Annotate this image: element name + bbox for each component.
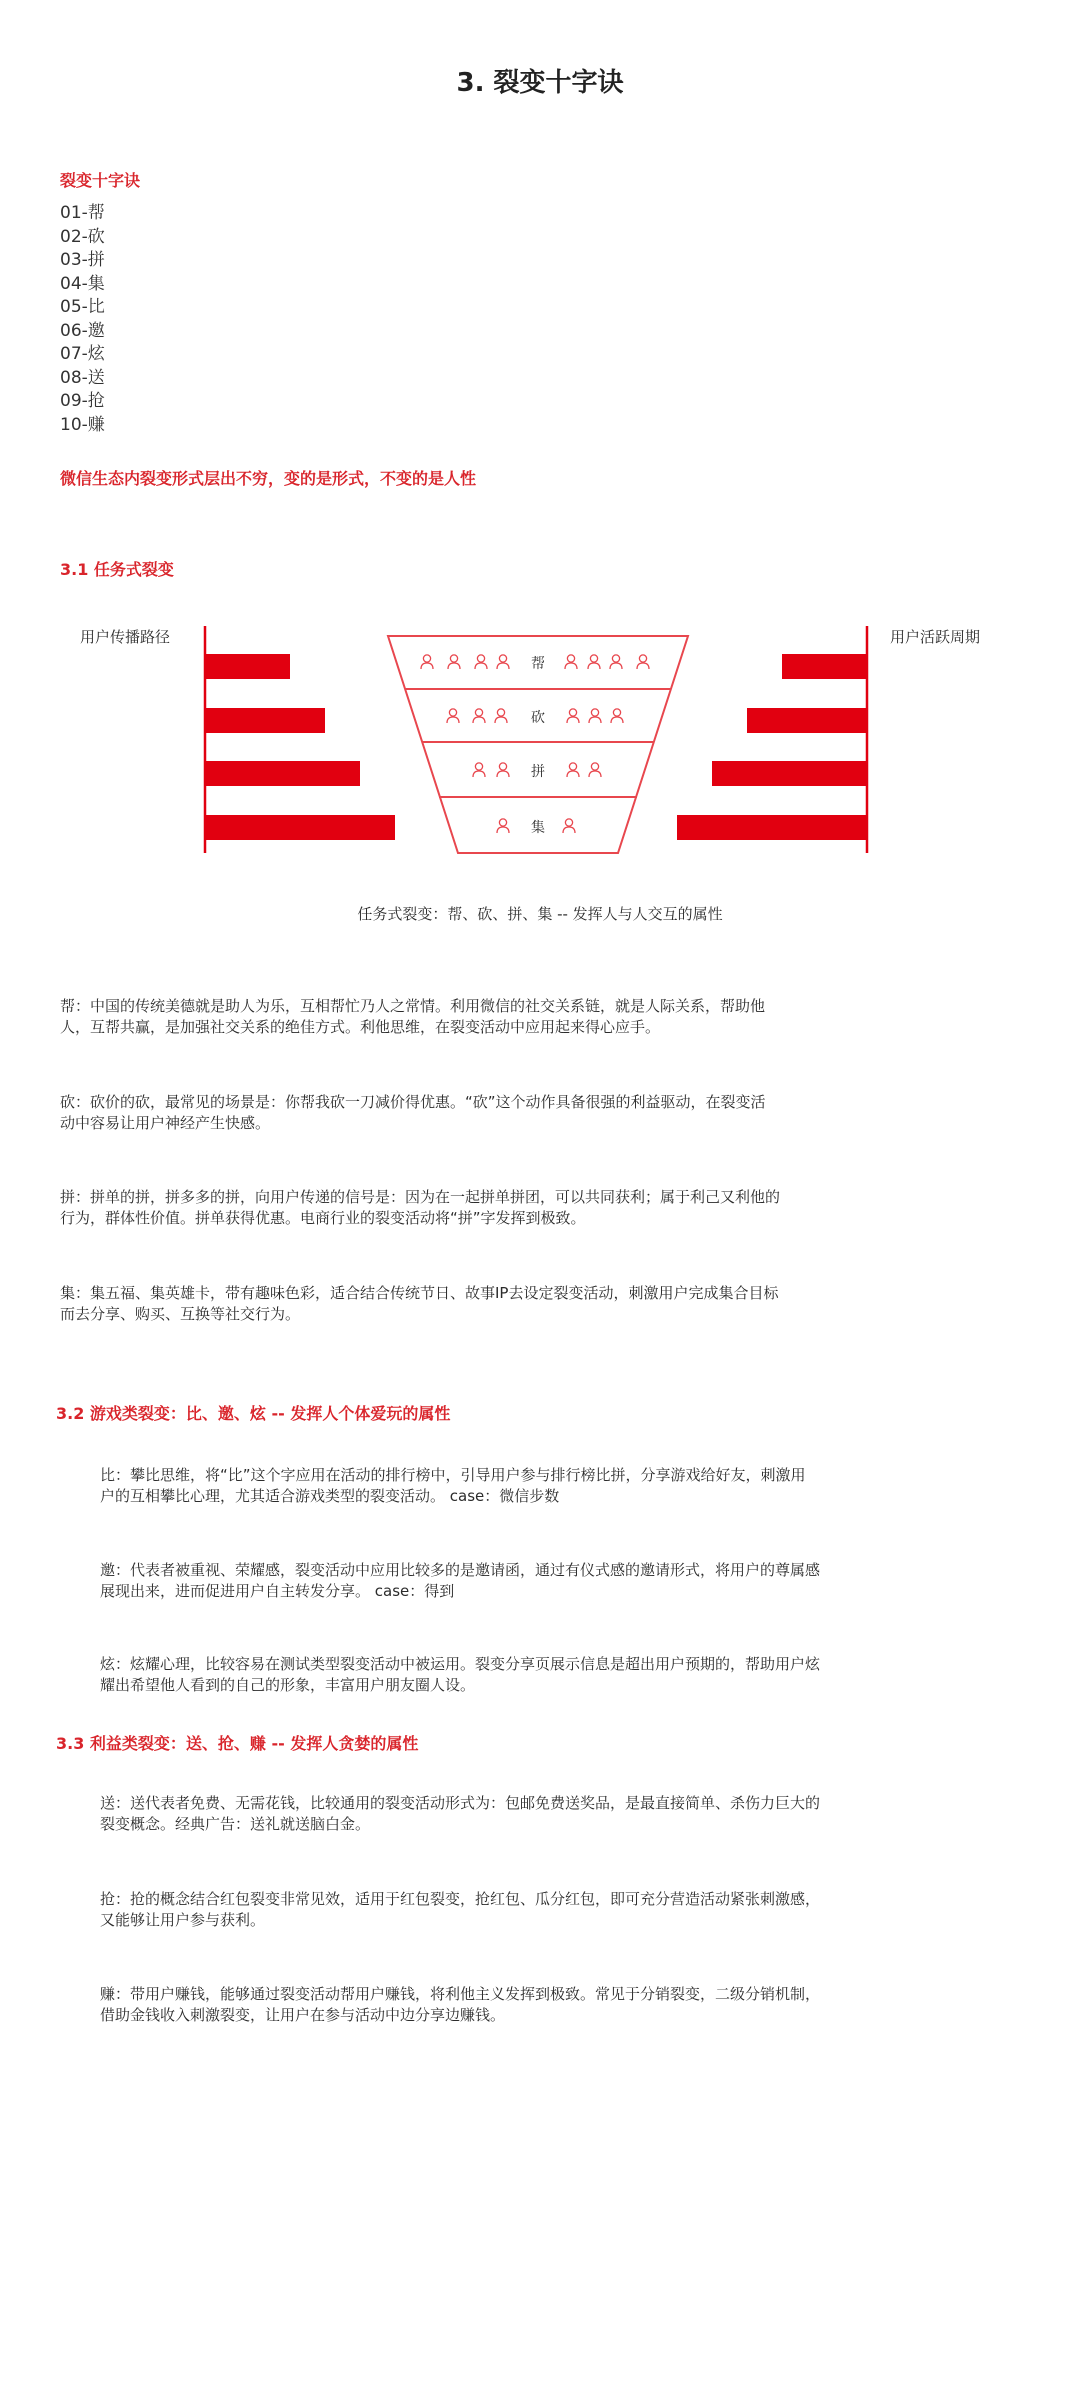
paragraph-zhuan: 赚：带用户赚钱，能够通过裂变活动帮用户赚钱，将利他主义发挥到极致。常见于分销裂变，二级分销机制， 借助金钱收入刺激裂变，让用户在参与活动中边分享边赚钱。 (100, 1985, 821, 2024)
page-title: 3. 裂变十字诀 (456, 68, 624, 98)
person-icon (497, 763, 509, 777)
section-3-2-heading: 3.2 游戏类裂变：比、邀、炫 -- 发挥人个体爱玩的属性 (56, 1404, 451, 1423)
right-bar-2 (747, 708, 867, 733)
list-item: 06-邀 (60, 320, 105, 341)
list-item: 08-送 (60, 367, 105, 388)
funnel-word-2: 砍 (531, 710, 545, 726)
paragraph-xuan: 炫：炫耀心理，比较容易在测试类型裂变活动中被运用。裂变分享页展示信息是超出用户预期的，帮助用户炫 耀出希望他人看到的自己的形象，丰富用户朋友圈人设。 (100, 1655, 821, 1694)
person-icon (497, 655, 509, 669)
paragraph-yao: 邀：代表者被重视、荣耀感，裂变活动中应用比较多的是邀请函，通过有仪式感的邀请形式，将用户的尊属感 展现出来，进而促进用户自主转发分享。 case：得到 (100, 1561, 821, 1600)
right-bar-3 (712, 761, 867, 786)
person-icon (448, 655, 460, 669)
ten-words-list (60, 202, 105, 437)
left-axis-label: 用户传播路径 (80, 628, 171, 646)
list-item: 05-比 (60, 297, 105, 317)
paragraph-bi: 比：攀比思维，将“比”这个字应用在活动的排行榜中，引导用户参与排行榜比拼，分享游戏给好友，刺激用 户的互相攀比心理，尤其适合游戏类型的裂变活动。 case：微信步数 (100, 1466, 806, 1505)
person-icon (475, 655, 487, 669)
ten-words-heading: 裂变十字诀 (60, 171, 141, 190)
right-axis-label: 用户活跃周期 (890, 628, 981, 646)
left-bar-1 (205, 654, 290, 679)
right-bar-1 (782, 654, 867, 679)
person-icon (589, 709, 601, 723)
person-icon (495, 709, 507, 723)
left-bar-3 (205, 761, 360, 786)
list-item: 07-炫 (60, 344, 105, 364)
paragraph-bang: 帮：中国的传统美德就是助人为乐，互相帮忙乃人之常情。利用微信的社交关系链，就是人际关系，帮助他 人，互帮共赢，是加强社交关系的绝佳方式。利他思维，在裂变活动中应用起来得心应手。 (60, 997, 766, 1036)
diagram-caption: 任务式裂变：帮、砍、拼、集 -- 发挥人与人交互的属性 (357, 905, 723, 923)
list-item: 01-帮 (60, 203, 105, 223)
list-item: 03-拼 (60, 250, 105, 270)
list-item: 04-集 (60, 273, 105, 294)
ten-words-summary: 微信生态内裂变形式层出不穷，变的是形式，不变的是人性 (60, 469, 477, 488)
paragraph-pin: 拼：拼单的拼，拼多多的拼，向用户传递的信号是：因为在一起拼单拼团，可以共同获利；属于利己又利他的 行为，群体性价值。拼单获得优惠。电商行业的裂变活动将“拼”字发挥到极致。 (60, 1188, 781, 1227)
funnel-word-4: 集 (531, 820, 545, 836)
paragraph-kan: 砍：砍价的砍，最常见的场景是：你帮我砍一刀减价得优惠。“砍”这个动作具备很强的利益驱动，在裂变活 动中容易让用户神经产生快感。 (60, 1093, 766, 1132)
section-3-3-heading: 3.3 利益类裂变：送、抢、赚 -- 发挥人贪婪的属性 (56, 1734, 419, 1753)
person-icon (588, 655, 600, 669)
person-icon (567, 709, 579, 723)
person-icon (473, 763, 485, 777)
person-icon (611, 709, 623, 723)
person-icon (637, 655, 649, 669)
list-item: 02-砍 (60, 226, 105, 247)
paragraph-ji: 集：集五福、集英雄卡，带有趣味色彩，适合结合传统节日、故事IP去设定裂变活动，刺激用户完成集合目标 而去分享、购买、互换等社交行为。 (60, 1284, 779, 1323)
person-icon (589, 763, 601, 777)
person-icon (473, 709, 485, 723)
funnel-word-1: 帮 (531, 656, 545, 672)
paragraph-song: 送：送代表者免费、无需花钱，比较通用的裂变活动形式为：包邮免费送奖品，是最直接简单、杀伤力巨大的 裂变概念。经典广告：送礼就送脑白金。 (100, 1794, 821, 1833)
person-icon (565, 655, 577, 669)
list-item: 09-抢 (60, 391, 105, 411)
person-icon (563, 819, 575, 833)
paragraph-qiang: 抢：抢的概念结合红包裂变非常见效，适用于红包裂变，抢红包、瓜分红包，即可充分营造活动紧张刺激感， 又能够让用户参与获利。 (100, 1890, 821, 1929)
person-icon (610, 655, 622, 669)
right-bar-4 (677, 815, 867, 840)
person-icon (497, 819, 509, 833)
funnel-diagram (0, 608, 1080, 868)
list-item: 10-赚 (60, 414, 105, 435)
funnel-word-3: 拼 (531, 764, 545, 780)
left-bar-2 (205, 708, 325, 733)
person-icon (567, 763, 579, 777)
person-icon (421, 655, 433, 669)
section-3-1-heading: 3.1 任务式裂变 (60, 560, 174, 579)
person-icon (447, 709, 459, 723)
left-bar-4 (205, 815, 395, 840)
